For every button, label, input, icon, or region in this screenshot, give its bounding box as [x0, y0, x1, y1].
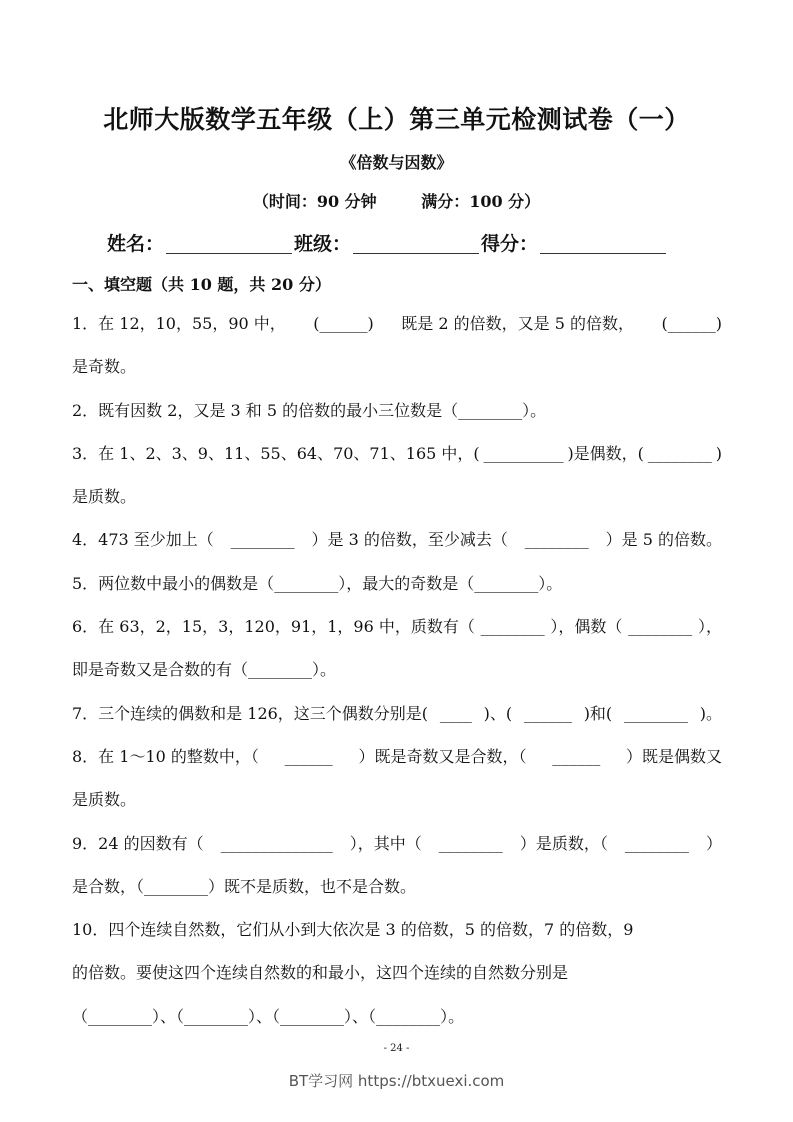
question-text: ）。 [538, 573, 563, 593]
answer-blank[interactable]: ________ [248, 660, 313, 680]
answer-blank[interactable]: ________ [230, 530, 295, 550]
answer-blank[interactable]: ________ [438, 833, 503, 853]
question-text: 10．四个连续自然数，它们从小到大依次是 3 的倍数，5 的倍数，7 的倍数，9 [72, 920, 634, 940]
question-2-line [72, 397, 722, 440]
question-text: ）是 3 的倍数，至少减去（ [311, 530, 508, 550]
answer-blank[interactable]: ________ [474, 573, 539, 593]
question-text: 是合数，（ [72, 876, 145, 896]
answer-blank[interactable]: ________ [184, 1006, 249, 1026]
question-text: ），最大的奇数是（ [338, 573, 475, 593]
question-10-line [72, 916, 722, 959]
answer-blank[interactable]: ________ [624, 833, 689, 853]
question-text: )是偶数，( [567, 443, 644, 463]
question-6-line [72, 656, 722, 699]
question-text: 2．既有因数 2，又是 3 和 5 的倍数的最小三位数是（ [72, 400, 459, 420]
answer-blank[interactable]: ________ [480, 617, 545, 637]
question-text: 是质数。 [72, 790, 137, 810]
question-text: ）是质数，（ [519, 833, 608, 853]
question-text: ）是 5 的倍数。 [605, 530, 722, 550]
question-text: 1．在 12，10，55，90 中， [72, 314, 286, 333]
question-3-line [72, 483, 722, 526]
answer-blank[interactable]: __________ [483, 443, 564, 463]
answer-blank[interactable]: ________ [524, 530, 589, 550]
question-text: ）， [697, 617, 722, 637]
question-text: ）、（ [344, 1006, 377, 1026]
answer-blank[interactable]: (______) [313, 314, 374, 333]
question-9-line [72, 873, 722, 916]
question-text: ）。 [522, 400, 547, 420]
answer-blank[interactable]: ________ [628, 617, 693, 637]
answer-blank[interactable]: ______ [523, 703, 572, 723]
question-text: 8．在 1～10 的整数中，（ [72, 746, 259, 766]
answer-blank[interactable]: ________ [647, 443, 712, 463]
name-field[interactable] [166, 233, 292, 254]
question-text: ）既是偶数又 [625, 746, 722, 766]
answer-blank[interactable]: ________ [376, 1006, 441, 1026]
question-text: 4．473 至少加上（ [72, 530, 214, 550]
question-10-line [72, 1003, 722, 1046]
answer-blank[interactable]: (______) [661, 314, 722, 333]
answer-blank[interactable]: ________ [280, 1006, 345, 1026]
section-title: 一、填空题（共 10 题，共 20 分） [72, 275, 331, 294]
question-1-line [72, 353, 722, 396]
page-number: - 24 - [383, 1043, 410, 1054]
question-text: ) [715, 443, 722, 463]
question-text: ）。 [312, 660, 337, 680]
question-10-line [72, 959, 722, 1002]
question-text: ）既是奇数又是合数，（ [358, 746, 527, 766]
footer-watermark: BT学习网 https://btxuexi.com [288, 1072, 505, 1090]
question-9-line [72, 830, 722, 873]
question-text: 的倍数。要使这四个连续自然数的和最小，这四个连续的自然数分别是 [72, 963, 569, 983]
class-field[interactable] [353, 233, 479, 254]
exam-info: （时间：90 分钟 满分：100 分） [252, 192, 541, 211]
answer-blank[interactable]: ________ [274, 573, 339, 593]
score-label: 得分： [481, 233, 539, 255]
score-field[interactable] [540, 233, 666, 254]
question-text: ）、（ [152, 1006, 185, 1026]
answer-blank[interactable]: ______________ [220, 833, 333, 853]
question-text: ），其中（ [349, 833, 422, 853]
question-1-line [72, 310, 722, 353]
page-title: 北师大版数学五年级（上）第三单元检测试卷（一） [103, 105, 690, 134]
answer-blank[interactable]: ________ [458, 400, 523, 420]
question-3-line [72, 440, 722, 483]
answer-blank[interactable]: ____ [439, 703, 472, 723]
question-8-line [72, 743, 722, 786]
subtitle: 《倍数与因数》 [340, 153, 453, 172]
question-text: ）、（ [248, 1006, 281, 1026]
question-6-line [72, 613, 722, 656]
question-text: ），偶数（ [550, 617, 623, 637]
student-info [107, 229, 668, 256]
questions-list [72, 310, 722, 1046]
question-text: ）既不是质数，也不是合数。 [208, 876, 417, 896]
question-text: )、( [483, 703, 513, 723]
answer-blank[interactable]: ________ [88, 1006, 153, 1026]
name-label: 姓名： [107, 233, 165, 255]
question-7-line [72, 700, 722, 743]
question-text: 是奇数。 [72, 357, 137, 377]
question-text: )和( [583, 703, 613, 723]
question-text: 6．在 63，2，15，3，120，91，1，96 中，质数有（ [72, 617, 475, 637]
class-label: 班级： [294, 233, 352, 255]
question-text: ）。 [440, 1006, 465, 1026]
question-text: 3．在 1、2、3、9、11、55、64、70、71、165 中，( [72, 443, 480, 463]
question-text: 9．24 的因数有（ [72, 833, 204, 853]
question-text: )。 [699, 703, 722, 723]
question-text: 既是 2 的倍数，又是 5 的倍数， [401, 314, 634, 333]
answer-blank[interactable]: ______ [284, 746, 333, 766]
question-text: 7．三个连续的偶数和是 126，这三个偶数分别是( [72, 703, 429, 723]
answer-blank[interactable]: ______ [552, 746, 601, 766]
question-5-line [72, 570, 722, 613]
question-text: 5．两位数中最小的偶数是（ [72, 573, 275, 593]
question-8-line [72, 786, 722, 829]
answer-blank[interactable]: ________ [144, 876, 209, 896]
question-text: ） [705, 833, 722, 853]
question-4-line [72, 526, 722, 569]
question-text: （ [72, 1006, 89, 1026]
answer-blank[interactable]: ________ [623, 703, 688, 723]
question-text: 即是奇数又是合数的有（ [72, 660, 249, 680]
question-text: 是质数。 [72, 487, 137, 507]
